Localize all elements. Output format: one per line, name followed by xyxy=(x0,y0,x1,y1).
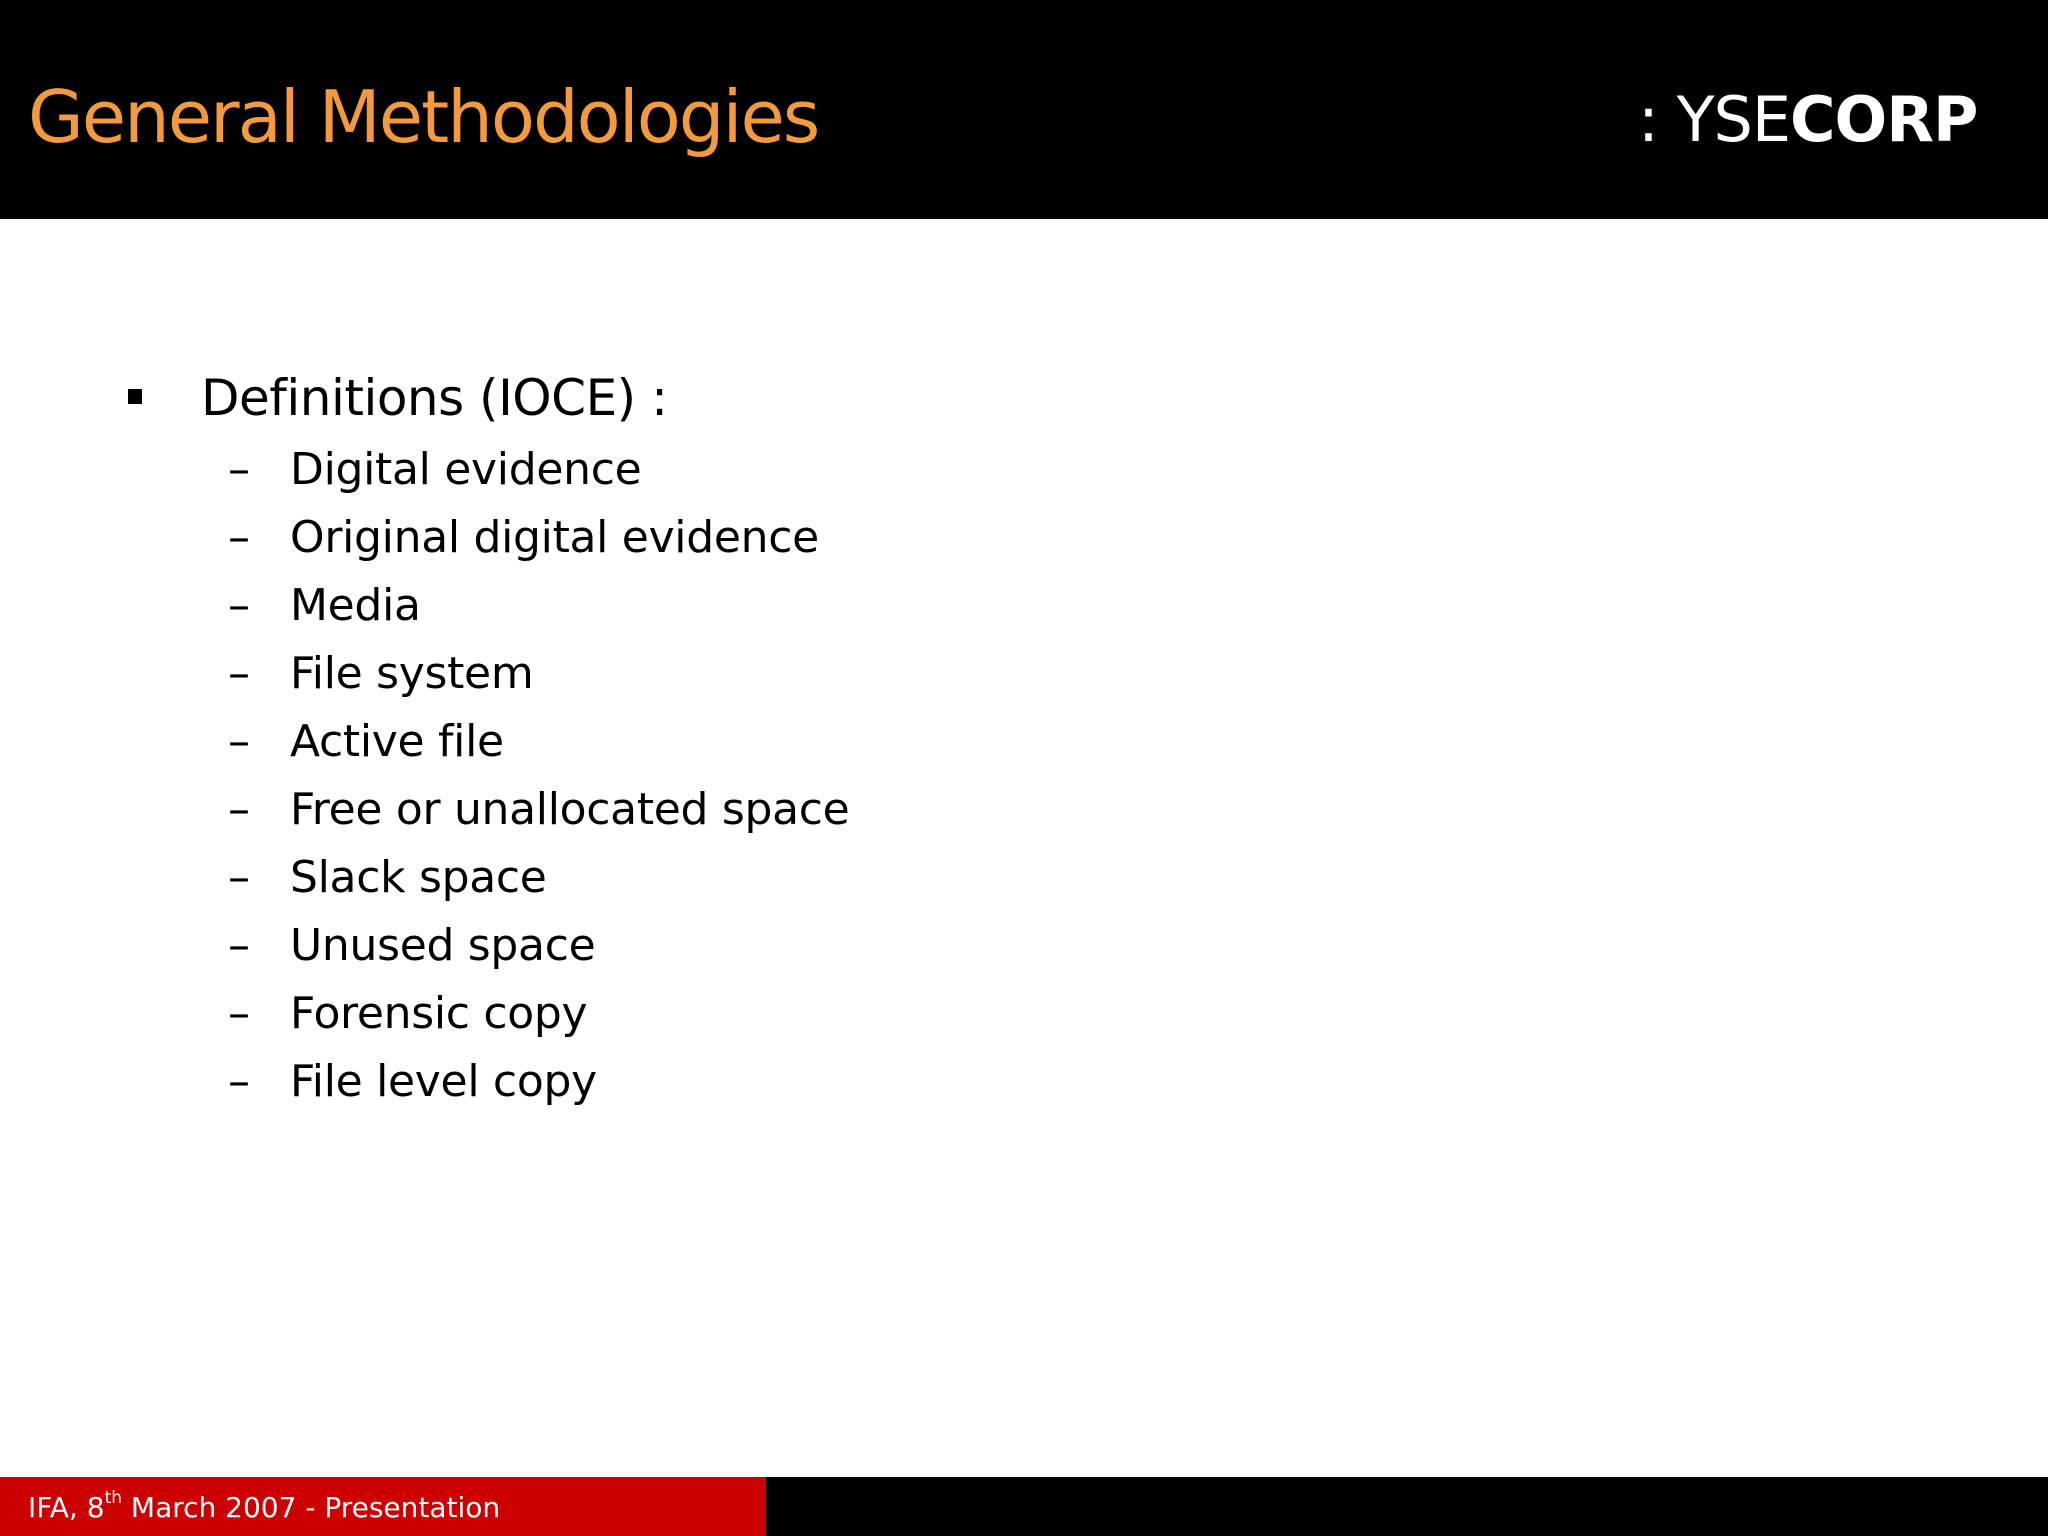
list-item xyxy=(0,844,1200,912)
footer-text-before: IFA, 8 xyxy=(28,1491,105,1524)
list-item-text: File level copy xyxy=(290,1056,597,1107)
slide-title: General Methodologies xyxy=(28,75,819,159)
dash-bullet-icon: – xyxy=(228,920,250,971)
list-item xyxy=(0,436,1200,504)
list-item xyxy=(0,980,1200,1048)
list-item-text: Digital evidence xyxy=(290,444,642,495)
list-item-text: Unused space xyxy=(290,920,596,971)
dash-bullet-icon: – xyxy=(228,852,250,903)
footer-text-after: March 2007 - Presentation xyxy=(122,1491,501,1524)
list-item-text: File system xyxy=(290,648,534,699)
dash-bullet-icon: – xyxy=(228,512,250,563)
logo-prefix: : YSE xyxy=(1638,83,1790,156)
main-bullet-text: Definitions (IOCE) : xyxy=(201,369,668,427)
dash-bullet-icon: – xyxy=(228,716,250,767)
footer-black-bar xyxy=(766,1477,2048,1536)
dash-bullet-icon: – xyxy=(228,784,250,835)
logo-strong: CORP xyxy=(1790,83,1978,156)
list-item-text: Original digital evidence xyxy=(290,512,819,563)
list-item xyxy=(0,1048,1200,1116)
footer-text xyxy=(28,1488,500,1528)
list-item-text: Forensic copy xyxy=(290,988,588,1039)
dash-bullet-icon: – xyxy=(228,444,250,495)
dash-bullet-icon: – xyxy=(228,580,250,631)
list-item xyxy=(0,776,1200,844)
dash-bullet-icon: – xyxy=(228,1056,250,1107)
list-item xyxy=(0,504,1200,572)
list-item xyxy=(0,708,1200,776)
list-item xyxy=(0,912,1200,980)
list-item xyxy=(0,640,1200,708)
list-item xyxy=(0,572,1200,640)
list-item-text: Media xyxy=(290,580,421,631)
square-bullet-icon xyxy=(128,389,142,404)
list-item-text: Free or unallocated space xyxy=(290,784,850,835)
dash-bullet-icon: – xyxy=(228,648,250,699)
footer-superscript: th xyxy=(104,1487,123,1508)
list-item-text: Slack space xyxy=(290,852,547,903)
list-item-text: Active file xyxy=(290,716,504,767)
dash-bullet-icon: – xyxy=(228,988,250,1039)
